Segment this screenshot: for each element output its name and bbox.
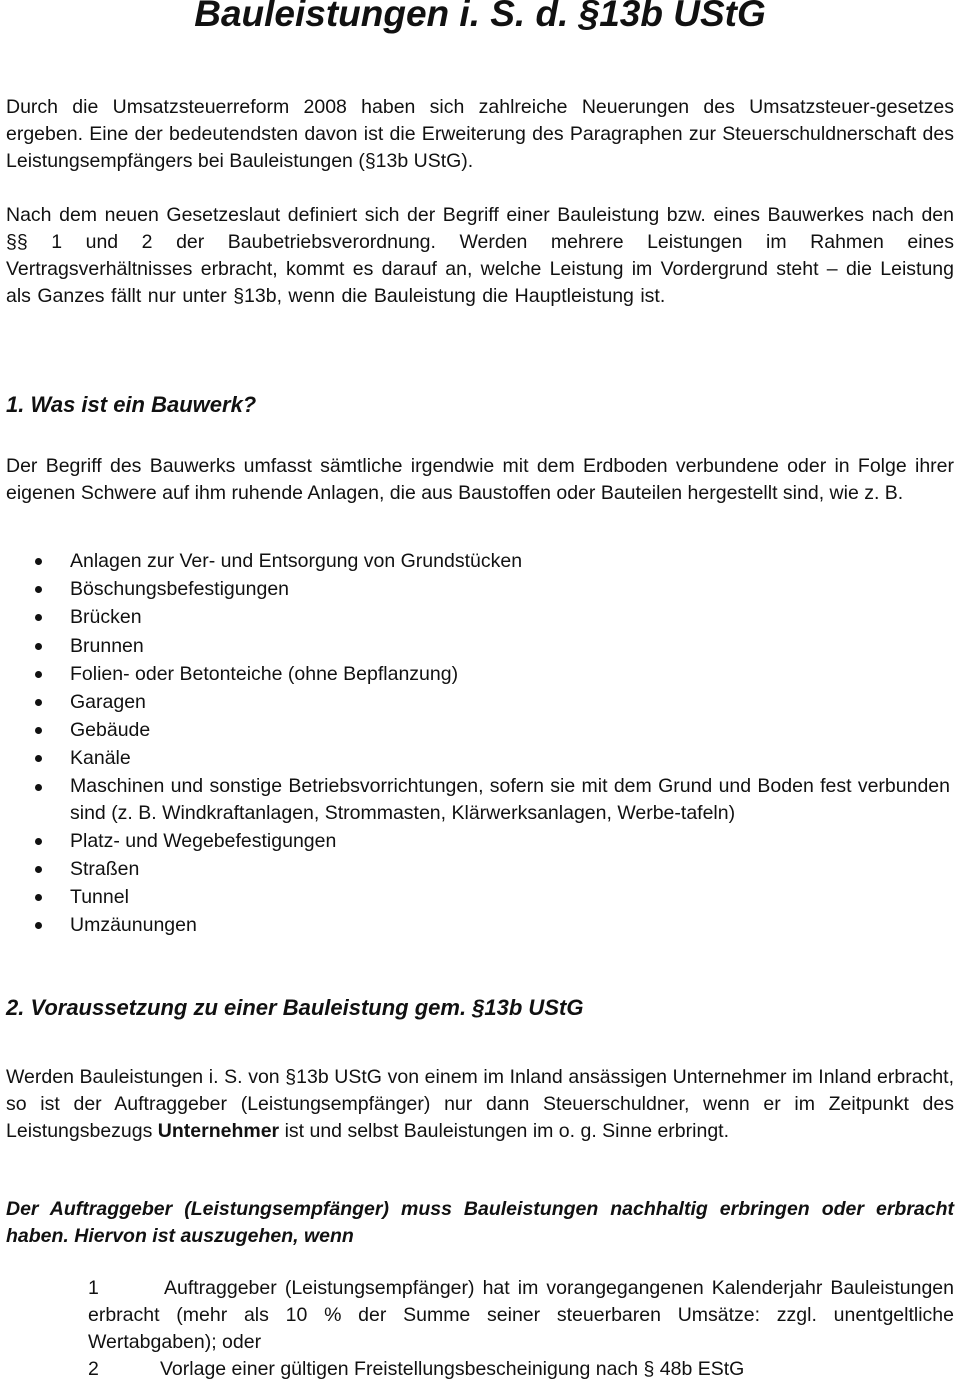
bullet-icon: [35, 727, 42, 734]
list-item-text: Straßen: [70, 857, 140, 880]
list-item: [0, 744, 950, 772]
bauwerk-examples-list: [0, 547, 950, 939]
bullet-icon: [35, 671, 42, 678]
bullet-icon: [35, 838, 42, 845]
list-item-text: Garagen: [70, 691, 146, 714]
bullet-icon: [35, 755, 42, 762]
list-item-text: Anlagen zur Ver- und Entsorgung von Grundstücken: [70, 550, 523, 572]
list-item-text: Kanäle: [70, 747, 131, 770]
list-item: [0, 911, 950, 939]
bullet-icon: [35, 614, 42, 621]
list-item-text: Tunnel: [70, 886, 129, 909]
document-title: Bauleistungen i. S. d. §13b UStG: [194, 0, 766, 34]
list-item: [0, 688, 950, 716]
section-2-text: [6, 1064, 954, 1145]
condition-text: Auftraggeber (Leistungsempfänger) hat im vorangegangenen Kalenderjahr Bauleistungen erbracht (mehr als 10 % der Summe seiner steuerbaren Umsätze: zzgl. unentgeltliche Wertabgaben); oder: [88, 1277, 954, 1353]
text-segment: Werden Bauleistungen i. S. von §13b UStG von einem im Inland ansässigen Unternehmer im Inland erbracht, so ist der Auftraggeber (Leistungsempfänger) nur dann Steuerschuldner, wenn er im Zeitpunkt des Leistungsbezugs: [6, 1066, 954, 1142]
list-item-text: Umzäunungen: [70, 914, 197, 937]
list-item-text: Maschinen und sonstige Betriebsvorrichtungen, sofern sie mit dem Grund und Boden fest verbunden sind (z. B. Windkraftanlagen, Strommasten, Klärwerksanlagen, Werbe-tafeln): [70, 774, 950, 824]
list-item: [0, 716, 950, 744]
condition-text: Vorlage einer gültigen Freistellungsbescheinigung nach § 48b EStG: [160, 1358, 745, 1380]
list-item: [0, 632, 950, 660]
bullet-icon: [35, 558, 42, 565]
list-item: [0, 547, 950, 575]
condition-number: 2: [88, 1358, 99, 1380]
bullet-icon: [35, 784, 42, 791]
list-item: [0, 603, 950, 631]
section-1-text: Der Begriff des Bauwerks umfasst sämtliche irgendwie mit dem Erdboden verbundene oder in Folge ihrer eigenen Schwere auf ihm ruhende Anlagen, die aus Baustoffen oder Bauteilen hergestellt sind, wie z. B.: [6, 455, 954, 504]
list-item-text: Folien- oder Betonteiche (ohne Bepflanzung): [70, 662, 459, 685]
section-1-heading: 1. Was ist ein Bauwerk?: [6, 392, 257, 417]
list-item: [0, 773, 950, 827]
definition-paragraph: Nach dem neuen Gesetzeslaut definiert sich der Begriff einer Bauleistung bzw. eines Bauwerkes nach den §§ 1 und 2 der Baubetriebsverordnung. Werden mehrere Leistungen im Rahmen eines Vertragsverhältnisses erbracht, kommt es darauf an, welche Leistung im Vordergrund steht – die Leistung als Ganzes fällt nur unter §13b, wenn die Bauleistung die Hauptleistung ist.: [6, 204, 954, 307]
condition-number: 1: [88, 1277, 99, 1299]
section-2-heading: 2. Voraussetzung zu einer Bauleistung gem. §13b UStG: [6, 995, 584, 1020]
list-item-text: Brunnen: [70, 634, 144, 657]
list-item: [0, 575, 950, 603]
condition-item-2: [88, 1356, 954, 1383]
bullet-icon: [35, 586, 42, 593]
list-item-text: Gebäude: [70, 719, 151, 742]
intro-paragraph: Durch die Umsatzsteuerreform 2008 haben sich zahlreiche Neuerungen des Umsatzsteuer-gesetzes ergeben. Eine der bedeutendsten davon ist die Erweiterung des Paragraphen zur Steuerschuldnerschaft des Leistungsempfängers bei Bauleistungen (§13b UStG).: [6, 96, 954, 172]
bullet-icon: [35, 699, 42, 706]
list-item-text: Brücken: [70, 606, 142, 629]
bold-term: Unternehmer: [157, 1120, 280, 1142]
list-item: [0, 883, 950, 911]
list-item: [0, 855, 950, 883]
bullet-icon: [35, 643, 42, 650]
section-2-emphasis: Der Auftraggeber (Leistungsempfänger) muss Bauleistungen nachhaltig erbringen oder erbracht haben. Hiervon ist auszugehen, wenn: [6, 1198, 954, 1247]
bullet-icon: [35, 894, 42, 901]
list-item: [0, 660, 950, 688]
list-item-text: Böschungsbefestigungen: [70, 578, 290, 601]
condition-item-1: [88, 1275, 954, 1356]
list-item-text: Platz- und Wegebefestigungen: [70, 829, 337, 852]
text-segment: ist und selbst Bauleistungen im o. g. Sinne erbringt.: [279, 1120, 729, 1142]
bullet-icon: [35, 922, 42, 929]
bullet-icon: [35, 866, 42, 873]
list-item: [0, 827, 950, 855]
